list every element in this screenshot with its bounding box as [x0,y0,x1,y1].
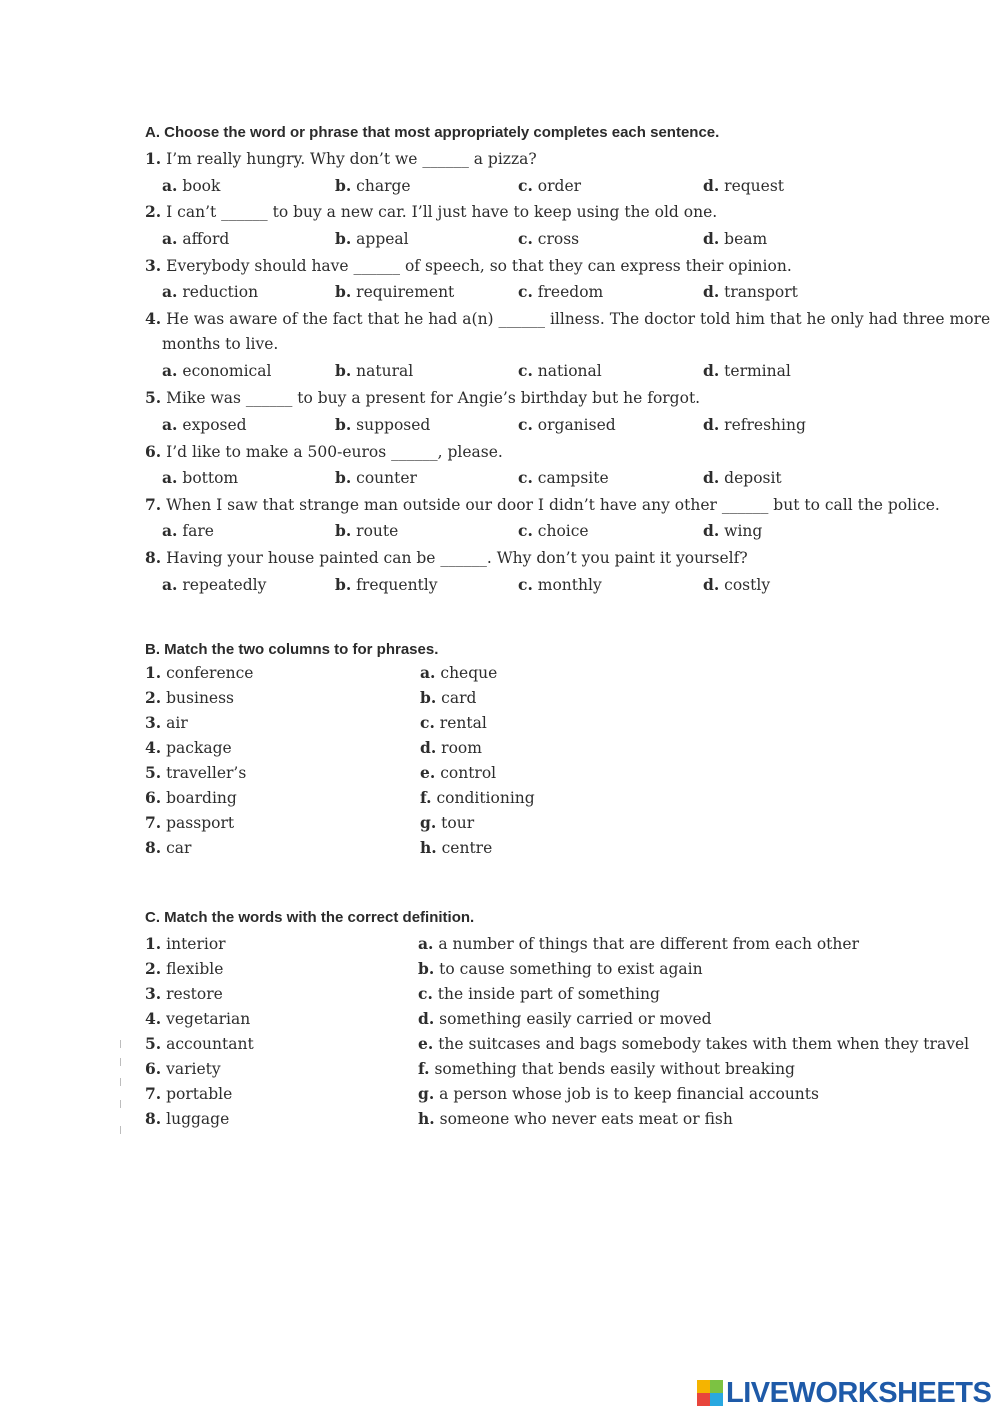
logo-text: LIVEWORKSHEETS [726,1376,992,1409]
answer-option[interactable] [335,229,409,248]
option-word: wing [724,522,763,540]
item-text: to cause something to exist again [439,960,703,978]
option-letter: a. [162,415,178,434]
item-number: 5. [145,1034,162,1053]
match-left-item[interactable] [145,738,232,757]
item-letter: a. [420,663,436,682]
item-number: 8. [145,838,162,857]
answer-option[interactable] [703,176,784,195]
answer-option[interactable] [162,521,214,540]
answer-option[interactable] [518,521,589,540]
option-word: refreshing [724,416,806,434]
question-line [145,548,748,567]
option-letter: a. [162,575,178,594]
option-letter: c. [518,282,533,301]
item-letter: d. [418,1009,435,1028]
match-right-item[interactable] [418,1034,969,1053]
match-right-item[interactable] [418,1084,819,1103]
option-letter: d. [703,575,720,594]
item-text: room [441,739,482,757]
answer-option[interactable] [335,575,438,594]
match-left-item[interactable] [145,934,226,953]
option-word: fare [182,522,214,540]
answer-option[interactable] [162,575,266,594]
match-left-item[interactable] [145,763,246,782]
option-word: reduction [182,283,259,301]
match-right-item[interactable] [420,838,492,857]
match-left-item[interactable] [145,688,234,707]
option-word: national [537,362,602,380]
item-text: rental [439,714,487,732]
option-word: beam [724,230,768,248]
item-letter: f. [418,1059,430,1078]
item-text: luggage [166,1110,230,1128]
match-right-item[interactable] [418,959,703,978]
match-right-item[interactable] [418,1059,795,1078]
option-word: requirement [356,283,455,301]
answer-option[interactable] [703,521,762,540]
match-right-item[interactable] [420,713,487,732]
margin-mark [120,1100,121,1108]
match-right-item[interactable] [420,763,496,782]
match-right-item[interactable] [418,1109,733,1128]
answer-option[interactable] [162,282,258,301]
option-word: freedom [537,283,604,301]
item-letter: d. [420,738,437,757]
option-word: book [182,177,221,195]
answer-option[interactable] [518,176,581,195]
match-right-item[interactable] [418,934,859,953]
item-text: the inside part of something [437,985,660,1003]
option-word: request [724,177,785,195]
margin-mark [120,1078,121,1086]
question-text: When I saw that strange man outside our door I didn’t have any other ______ but to call the police. [166,496,940,514]
option-letter: a. [162,176,178,195]
option-word: choice [537,522,589,540]
option-word: deposit [724,469,782,487]
answer-option[interactable] [162,361,271,380]
item-text: something that bends easily without breaking [434,1060,795,1078]
option-word: monthly [537,576,602,594]
item-number: 7. [145,813,162,832]
item-text: tour [441,814,475,832]
option-letter: c. [518,229,533,248]
option-letter: d. [703,415,720,434]
option-word: route [356,522,399,540]
answer-option[interactable] [518,229,579,248]
answer-option[interactable] [703,282,798,301]
item-letter: a. [418,934,434,953]
match-right-item[interactable] [418,984,660,1003]
option-letter: c. [518,468,533,487]
answer-option[interactable] [162,229,229,248]
option-letter: c. [518,521,533,540]
item-text: flexible [166,960,224,978]
item-text: vegetarian [166,1010,251,1028]
liveworksheets-logo-icon [697,1380,723,1406]
question-text: I’d like to make a 500-euros ______, please. [166,443,503,461]
option-letter: d. [703,176,720,195]
answer-option[interactable] [335,361,413,380]
question-number: 3. [145,256,162,275]
question-number: 6. [145,442,162,461]
option-word: bottom [182,469,239,487]
option-word: afford [182,230,230,248]
item-letter: b. [418,959,435,978]
match-left-item[interactable] [145,813,234,832]
option-letter: a. [162,468,178,487]
match-right-item[interactable] [418,1009,712,1028]
answer-option[interactable] [335,415,430,434]
question-line [145,442,503,461]
answer-option[interactable] [703,415,806,434]
item-text: a person whose job is to keep financial accounts [439,1085,819,1103]
item-number: 3. [145,713,162,732]
item-number: 4. [145,738,162,757]
option-letter: a. [162,282,178,301]
option-word: organised [537,416,616,434]
match-right-item[interactable] [420,738,482,757]
match-left-item[interactable] [145,838,191,857]
answer-option[interactable] [335,521,398,540]
match-left-item[interactable] [145,984,223,1003]
option-letter: c. [518,415,533,434]
answer-option[interactable] [703,575,770,594]
logo-tile [697,1393,710,1406]
question-text: Mike was ______ to buy a present for Angie’s birthday but he forgot. [166,389,701,407]
item-text: something easily carried or moved [439,1010,712,1028]
question-line [145,388,700,407]
item-text: accountant [166,1035,254,1053]
match-left-item[interactable] [145,959,223,978]
match-left-item[interactable] [145,1009,250,1028]
option-letter: d. [703,521,720,540]
item-text: air [166,714,188,732]
liveworksheets-logo [697,1377,991,1409]
match-left-item[interactable] [145,1059,221,1078]
item-text: package [166,739,232,757]
logo-tile [697,1380,710,1393]
question-number: 4. [145,309,162,328]
match-left-item[interactable] [145,1034,254,1053]
item-number: 1. [145,663,162,682]
item-number: 5. [145,763,162,782]
option-letter: d. [703,229,720,248]
option-word: frequently [356,576,438,594]
item-text: variety [166,1060,221,1078]
item-text: restore [166,985,223,1003]
option-word: campsite [537,469,609,487]
option-letter: b. [335,229,352,248]
match-left-item[interactable] [145,1084,232,1103]
item-number: 4. [145,1009,162,1028]
match-left-item[interactable] [145,713,188,732]
option-word: order [537,177,582,195]
answer-option[interactable] [518,361,602,380]
item-number: 3. [145,984,162,1003]
item-number: 2. [145,959,162,978]
option-letter: d. [703,282,720,301]
option-letter: a. [162,229,178,248]
item-number: 6. [145,1059,162,1078]
question-number: 1. [145,149,162,168]
option-letter: b. [335,575,352,594]
option-word: natural [356,362,414,380]
question-line [145,495,940,514]
item-text: card [441,689,477,707]
answer-option[interactable] [335,176,411,195]
item-letter: g. [420,813,437,832]
margin-mark [120,1058,121,1066]
option-letter: a. [162,521,178,540]
item-number: 8. [145,1109,162,1128]
question-line [145,256,792,275]
margin-mark [120,1126,121,1134]
option-word: costly [724,576,771,594]
match-right-item[interactable] [420,663,497,682]
question-number: 8. [145,548,162,567]
answer-option[interactable] [162,176,220,195]
question-text: Having your house painted can be ______. Why don’t you paint it yourself? [166,549,748,567]
margin-mark [120,1040,121,1048]
match-right-item[interactable] [420,788,535,807]
item-text: business [166,689,235,707]
item-letter: c. [418,984,433,1003]
item-text: centre [441,839,493,857]
item-number: 2. [145,688,162,707]
question-number: 7. [145,495,162,514]
item-text: conference [166,664,254,682]
question-text-continued: months to live. [162,335,279,353]
option-word: supposed [356,416,431,434]
item-number: 7. [145,1084,162,1103]
answer-option[interactable] [703,361,791,380]
answer-option[interactable] [518,468,609,487]
question-text: I can’t ______ to buy a new car. I’ll just have to keep using the old one. [166,203,718,221]
option-letter: c. [518,361,533,380]
section-a-heading: A. Choose the word or phrase that most appropriately completes each sentence. [145,124,720,141]
item-letter: g. [418,1084,435,1103]
option-letter: b. [335,521,352,540]
item-number: 1. [145,934,162,953]
option-word: economical [182,362,272,380]
match-right-item[interactable] [420,813,474,832]
option-letter: b. [335,415,352,434]
logo-tile [710,1393,723,1406]
question-text: I’m really hungry. Why don’t we ______ a pizza? [166,150,537,168]
option-word: charge [356,177,411,195]
option-letter: d. [703,468,720,487]
item-number: 6. [145,788,162,807]
option-letter: b. [335,361,352,380]
logo-tile [710,1380,723,1393]
match-left-item[interactable] [145,663,253,682]
answer-option[interactable] [162,415,247,434]
item-letter: c. [420,713,435,732]
item-letter: f. [420,788,432,807]
item-text: portable [166,1085,233,1103]
item-text: traveller’s [166,764,247,782]
question-line [145,202,717,221]
question-line [145,309,990,328]
item-text: car [166,839,192,857]
option-word: exposed [182,416,247,434]
answer-option[interactable] [703,468,782,487]
question-number: 5. [145,388,162,407]
option-word: appeal [356,230,409,248]
answer-option[interactable] [703,229,767,248]
match-right-item[interactable] [420,688,476,707]
option-letter: d. [703,361,720,380]
answer-option[interactable] [518,415,616,434]
item-letter: b. [420,688,437,707]
item-text: control [440,764,497,782]
item-text: passport [166,814,235,832]
option-letter: c. [518,176,533,195]
answer-option[interactable] [162,468,238,487]
match-left-item[interactable] [145,1109,229,1128]
question-number: 2. [145,202,162,221]
item-text: a number of things that are different from each other [438,935,859,953]
item-letter: e. [418,1034,434,1053]
question-text: Everybody should have ______ of speech, so that they can express their opinion. [166,257,792,275]
answer-option[interactable] [518,575,602,594]
answer-option[interactable] [518,282,603,301]
match-left-item[interactable] [145,788,237,807]
answer-option[interactable] [335,468,417,487]
option-letter: c. [518,575,533,594]
question-text: He was aware of the fact that he had a(n) ______ illness. The doctor told him that he only had three more [166,310,991,328]
option-word: repeatedly [182,576,267,594]
option-letter: b. [335,468,352,487]
option-word: transport [724,283,798,301]
option-letter: b. [335,282,352,301]
item-text: interior [166,935,226,953]
item-text: the suitcases and bags somebody takes with them when they travel [438,1035,970,1053]
option-letter: b. [335,176,352,195]
question-line [145,149,537,168]
option-word: counter [356,469,417,487]
option-letter: a. [162,361,178,380]
option-word: cross [537,230,580,248]
item-text: someone who never eats meat or fish [439,1110,733,1128]
answer-option[interactable] [335,282,454,301]
item-text: boarding [166,789,237,807]
section-c-heading: C. Match the words with the correct definition. [145,909,475,926]
section-b-heading: B. Match the two columns to for phrases. [145,641,439,658]
item-text: conditioning [436,789,535,807]
item-letter: h. [420,838,437,857]
item-letter: e. [420,763,436,782]
item-text: cheque [440,664,498,682]
option-word: terminal [724,362,791,380]
item-letter: h. [418,1109,435,1128]
